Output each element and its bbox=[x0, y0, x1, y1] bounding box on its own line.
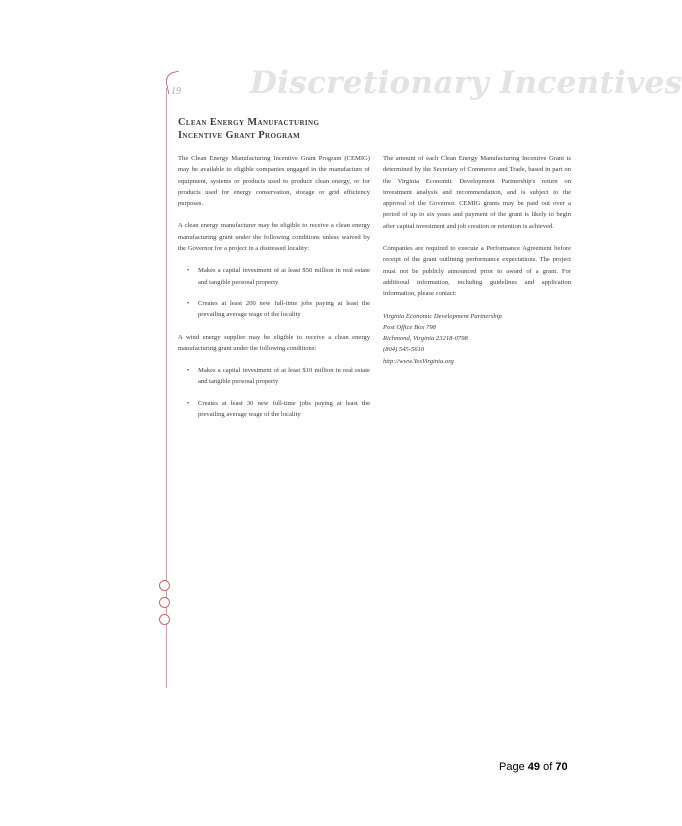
page-title: Discretionary Incentives bbox=[250, 65, 682, 101]
contact-org: Virginia Economic Development Partnership bbox=[383, 312, 502, 320]
left-column bbox=[178, 153, 370, 431]
list-item bbox=[178, 298, 370, 321]
section-heading-line2: Incentive Grant Program bbox=[178, 130, 301, 141]
left-paragraph-1: The Clean Energy Manufacturing Incentive Grant Program (CEMIG) may be available to eligible companies engaged in the manufacture of equipment, systems or products used to produce clean energy, or for products used for energy conservation, storage or grid efficiency purposes. bbox=[178, 155, 370, 208]
left-paragraph-3: A wind energy supplier may be eligible to receive a clean energy manufacturing grant under the following conditions: bbox=[178, 333, 370, 352]
bullet-icon: • bbox=[187, 299, 190, 307]
list-item-text: Creates at least 30 new full-time jobs paying at least the prevailing average wage of the locality bbox=[198, 399, 370, 419]
list-item bbox=[178, 265, 370, 288]
right-paragraph-2: Companies are required to execute a Performance Agreement before receipt of the grant outlining performance expectations. The project must not be publicly announced prior to award of a grant. For additional information, including guidelines and application information, please contact: bbox=[383, 245, 571, 298]
footer-total-pages: 70 bbox=[555, 761, 568, 773]
right-paragraph-1: The amount of each Clean Energy Manufacturing Incentive Grant is determined by the Secretary of Commerce and Trade, based in part on the Virginia Economic Development Partnership's return on investment analysis and recommendation, and is subject to the approval of the Governor. CEMIG grants may be paid out over a period of up to six years and payment of the grant is likely to begin after capital investment and job creation or retention is achieved. bbox=[383, 155, 571, 230]
page-footer bbox=[499, 761, 568, 773]
list-item bbox=[178, 398, 370, 421]
list-item-text: Makes a capital investment of at least $50 million in real estate and tangible personal property bbox=[198, 267, 370, 286]
bullet-icon: • bbox=[187, 399, 190, 407]
bullet-icon: • bbox=[187, 367, 190, 375]
section-heading bbox=[178, 116, 378, 142]
contact-po-box: Post Office Box 798 bbox=[383, 323, 436, 331]
list-item bbox=[178, 365, 370, 388]
contact-phone: (804) 545-5610 bbox=[383, 346, 425, 354]
footer-current-page: 49 bbox=[527, 761, 541, 773]
footer-of-label: of bbox=[543, 761, 553, 773]
list-item-text: Creates at least 200 new full-time jobs paying at least the prevailing average wage of the locality bbox=[198, 299, 370, 319]
section-heading-line1: Clean Energy Manufacturing bbox=[178, 117, 320, 128]
brochure-page-number: 19 bbox=[171, 86, 181, 97]
left-paragraph-2: A clean energy manufacturer may be eligible to receive a clean energy manufacturing grant under the following conditions unless waived by the Governor for a project in a distressed locality: bbox=[178, 222, 370, 253]
list-item-text: Makes a capital investment of at least $10 million in real estate and tangible personal property bbox=[198, 367, 370, 386]
decorative-circle-icon bbox=[159, 580, 170, 591]
footer-page-label: Page bbox=[499, 761, 525, 773]
wind-supplier-conditions-list bbox=[178, 365, 370, 420]
decorative-circle-icon bbox=[159, 614, 170, 625]
manufacturer-conditions-list bbox=[178, 265, 370, 320]
right-column bbox=[383, 153, 571, 367]
contact-url[interactable]: http://www.YesVirginia.org bbox=[383, 357, 454, 365]
contact-block bbox=[383, 311, 571, 367]
decorative-circle-icon bbox=[159, 597, 170, 608]
bullet-icon: • bbox=[187, 267, 190, 275]
contact-city: Richmond, Virginia 23218-0798 bbox=[383, 335, 468, 343]
